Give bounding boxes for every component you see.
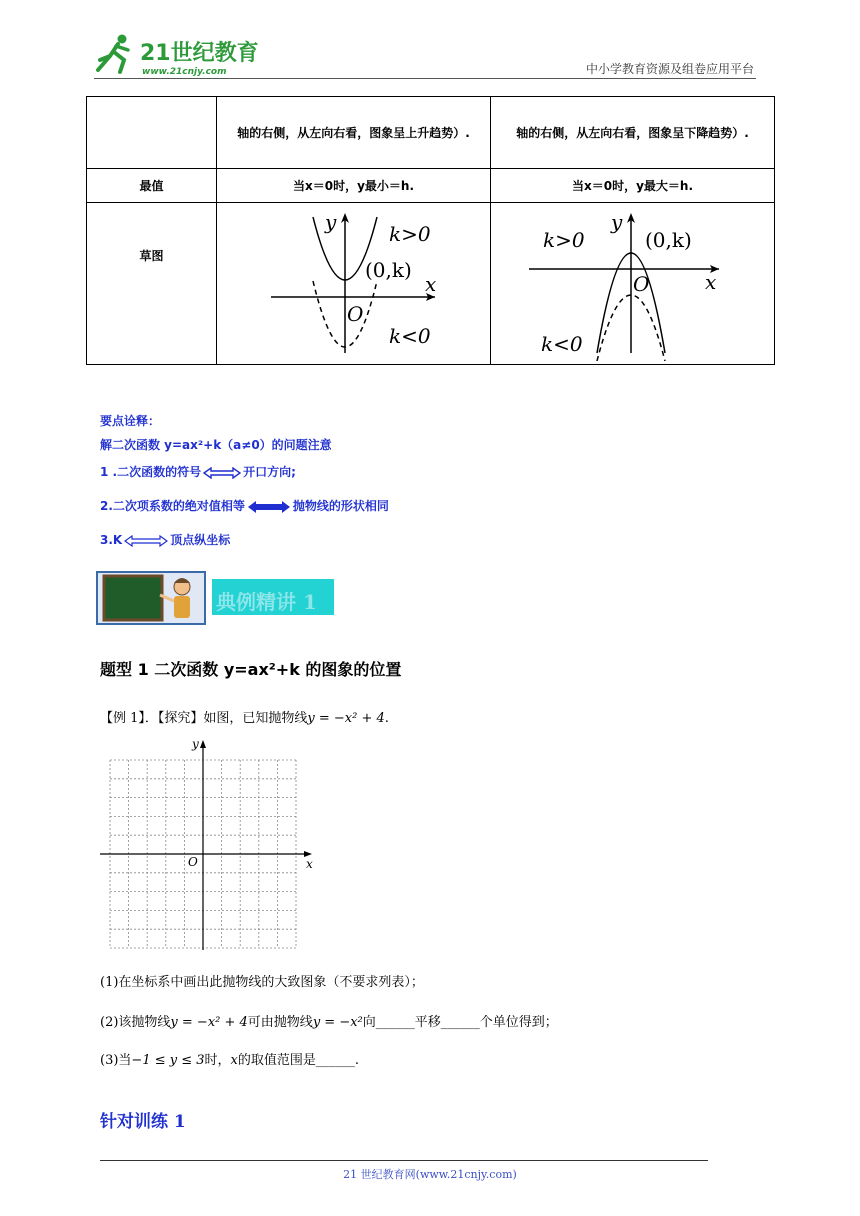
logo-text: 21世纪教育 bbox=[140, 41, 259, 66]
example-intro-text: 【例 1】．【探究】如图，已知抛物线 bbox=[100, 711, 308, 726]
example-intro bbox=[100, 707, 389, 726]
table-row bbox=[87, 169, 775, 203]
type-title: 题型 1 二次函数 y=ax²+k 的图象的位置 bbox=[100, 660, 402, 679]
notes-title: 要点诠释： bbox=[100, 414, 161, 428]
question-2-equation-1: y = −x² + 4 bbox=[170, 1015, 248, 1030]
notes-item-3-text: 3.K bbox=[100, 533, 123, 547]
question-3-part-b: 时， bbox=[204, 1053, 231, 1068]
axis-x-label: x bbox=[425, 272, 437, 296]
origin-label: O bbox=[633, 272, 650, 296]
site-logo bbox=[92, 30, 262, 78]
notes-item-2-result: 抛物线的形状相同 bbox=[292, 499, 389, 513]
vertex-label: (0,k) bbox=[365, 258, 412, 282]
trend-cell-upward: 轴的右侧，从左向右看，图象呈上升趋势）. bbox=[217, 97, 491, 169]
extremum-min: 当x＝0时，y最小＝h. bbox=[217, 169, 491, 203]
double-arrow-icon bbox=[203, 467, 241, 479]
sketch-label: 草图 bbox=[87, 203, 217, 365]
properties-table bbox=[86, 96, 775, 365]
question-2 bbox=[100, 1011, 558, 1030]
double-arrow-icon bbox=[247, 500, 291, 514]
footer-divider bbox=[100, 1160, 708, 1161]
double-arrow-icon bbox=[124, 535, 168, 547]
question-3-inequality: −1 ≤ y ≤ 3 bbox=[131, 1053, 205, 1068]
grid-origin-label: O bbox=[188, 855, 198, 869]
k-negative-label: k<0 bbox=[389, 324, 431, 348]
coordinate-grid bbox=[96, 736, 321, 952]
notes-intro: 解二次函数 y=ax²+k（a≠0）的问题注意 bbox=[100, 438, 332, 452]
example-end: . bbox=[384, 711, 389, 726]
notes-item-2-text: 2.二次项系数的绝对值相等 bbox=[100, 499, 245, 513]
section-banner-text: 典例精讲 1 bbox=[216, 590, 317, 614]
notes-item-3-result: 顶点纵坐标 bbox=[170, 533, 231, 547]
vertex-label: (0,k) bbox=[645, 228, 692, 252]
question-2-part-b: 可由抛物线 bbox=[247, 1015, 313, 1030]
k-negative-label: k<0 bbox=[541, 332, 583, 356]
sketch-upward-parabolas bbox=[217, 203, 491, 361]
question-3 bbox=[100, 1049, 359, 1068]
sketch-cell-downward bbox=[491, 203, 775, 365]
table-row bbox=[87, 203, 775, 365]
grid-y-label: y bbox=[192, 737, 199, 751]
notes-item-1 bbox=[100, 463, 296, 480]
logo-url: www.21cnjy.com bbox=[142, 67, 227, 77]
example-equation: y = −x² + 4 bbox=[307, 711, 385, 726]
drill-title: 针对训练 1 bbox=[100, 1112, 186, 1132]
footer-text: 21 世纪教育网(www.21cnjy.com) bbox=[343, 1168, 517, 1181]
axis-x-label: x bbox=[705, 270, 717, 294]
question-3-variable: x bbox=[230, 1053, 238, 1068]
runner-icon bbox=[98, 35, 128, 73]
extremum-label: 最值 bbox=[87, 169, 217, 203]
sketch-cell-upward bbox=[217, 203, 491, 365]
teacher-blackboard-icon bbox=[96, 571, 206, 625]
origin-label: O bbox=[347, 302, 364, 326]
notes-item-3 bbox=[100, 531, 230, 548]
grid-x-label: x bbox=[306, 857, 313, 871]
trend-cell-downward: 轴的右侧，从左向右看，图象呈下降趋势）. bbox=[491, 97, 775, 169]
table-cell bbox=[87, 97, 217, 169]
axis-y-label: y bbox=[325, 210, 337, 234]
k-positive-label: k>0 bbox=[389, 222, 431, 246]
question-3-part-c: 的取值范围是______. bbox=[237, 1053, 360, 1068]
notes-item-2 bbox=[100, 497, 389, 514]
sketch-downward-parabolas bbox=[491, 203, 775, 361]
table-row bbox=[87, 97, 775, 169]
question-2-part-a: (2)该抛物线 bbox=[100, 1015, 171, 1030]
question-2-equation-2: y = −x² bbox=[312, 1015, 363, 1030]
extremum-max: 当x＝0时，y最大＝h. bbox=[491, 169, 775, 203]
question-1: (1)在坐标系中画出此抛物线的大致图象（不要求列表）； bbox=[100, 975, 424, 990]
k-positive-label: k>0 bbox=[543, 228, 585, 252]
question-2-part-c: 向______平移______个单位得到； bbox=[362, 1015, 558, 1030]
platform-name: 中小学教育资源及组卷应用平台 bbox=[585, 62, 754, 76]
header-divider bbox=[94, 78, 756, 79]
notes-item-1-result: 开口方向; bbox=[243, 465, 296, 479]
axis-y-label: y bbox=[611, 210, 623, 234]
question-3-part-a: (3)当 bbox=[100, 1053, 132, 1068]
notes-item-1-text: 1 .二次函数的符号 bbox=[100, 465, 202, 479]
